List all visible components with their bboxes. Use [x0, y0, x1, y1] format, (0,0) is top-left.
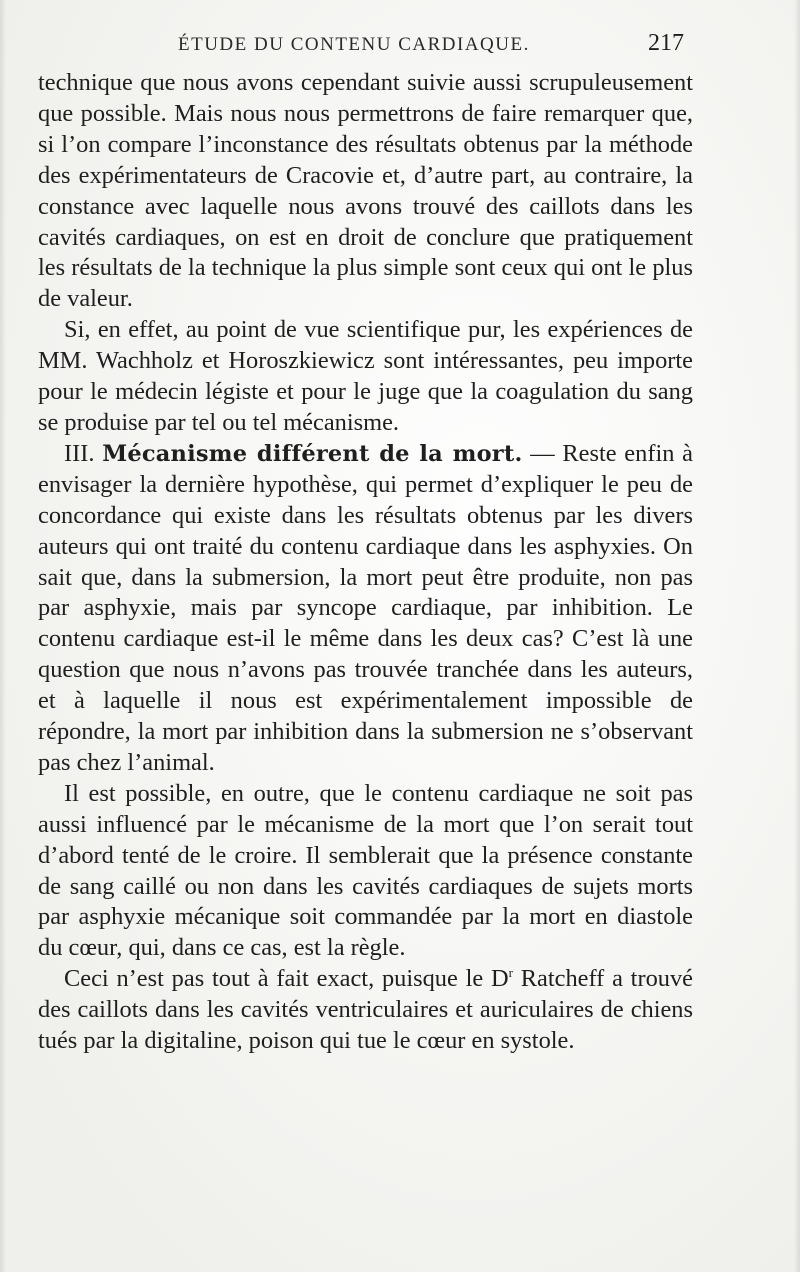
- section-title: Mécanisme différent de la mort.: [102, 440, 523, 467]
- ratcheff-text-end: Ratcheff a trouvé des caillots dans les cavités ventriculaires et auriculaires de chiens tués par la digitaline, poison qui tue le cœur en systole.: [38, 965, 693, 1055]
- body-text: [38, 68, 693, 1057]
- section-three-text: — Reste enfin à envisager la dernière hypothèse, qui permet d’expliquer le peu de concordance qui existe dans les résultats obtenus par les divers auteurs qui ont traité du contenu cardiaque dans les asphyxies. On sait que, dans la submersion, la mort peut être produite, non pas par asphyxie, mais par syncope cardiaque, par inhibition. Le contenu cardiaque est-il le même dans les deux cas? C’est là une question que nous n’avons pas trouvée tranchée dans les auteurs, et à laquelle il nous est expérimentalement impossible de répondre, la mort par inhibition dans la submersion ne s’observant pas chez l’animal.: [38, 439, 693, 776]
- paragraph-continuation: technique que nous avons cependant suivie aussi scrupuleusement que possible. Mais nous nous permettrons de faire remarquer que, si l’on compare l’inconstance des résultats obtenus par la méthode des expérimentateurs de Cracovie et, d’autre part, au contraire, la constance avec laquelle nous avons trouvé des caillots dans les cavités cardiaques, on est en droit de conclure que pratiquement les résultats de la technique la plus simple sont ceux qui ont le plus de valeur.: [38, 69, 693, 313]
- page-header: [38, 30, 688, 64]
- doctor-superscript: r: [508, 965, 513, 981]
- paragraph-section-three: [38, 439, 693, 779]
- paragraph-experiences: Si, en effet, au point de vue scientifique pur, les expériences de MM. Wachholz et Horoszkiewicz sont intéressantes, peu importe pour le médecin légiste et pour le juge que la coagulation du sang se produise par tel ou tel mécanisme.: [38, 316, 693, 436]
- running-title: ÉTUDE DU CONTENU CARDIAQUE.: [178, 34, 530, 55]
- section-number: III.: [64, 439, 95, 467]
- paragraph-ratcheff: [38, 964, 693, 1057]
- ratcheff-text-start: Ceci n’est pas tout à fait exact, puisque le D: [64, 965, 509, 993]
- paragraph-mechanism: Il est possible, en outre, que le contenu cardiaque ne soit pas aussi influencé par le mécanisme de la mort que l’on serait tout d’abord tenté de le croire. Il semblerait que la présence constante de sang caillé ou non dans les cavités cardiaques de sujets morts par asphyxie mécanique soit commandée par la mort en diastole du cœur, qui, dans ce cas, est la règle.: [38, 779, 693, 962]
- page-number: 217: [648, 30, 684, 56]
- scan-edge-right: [794, 0, 800, 1272]
- scan-edge-left: [0, 0, 6, 1272]
